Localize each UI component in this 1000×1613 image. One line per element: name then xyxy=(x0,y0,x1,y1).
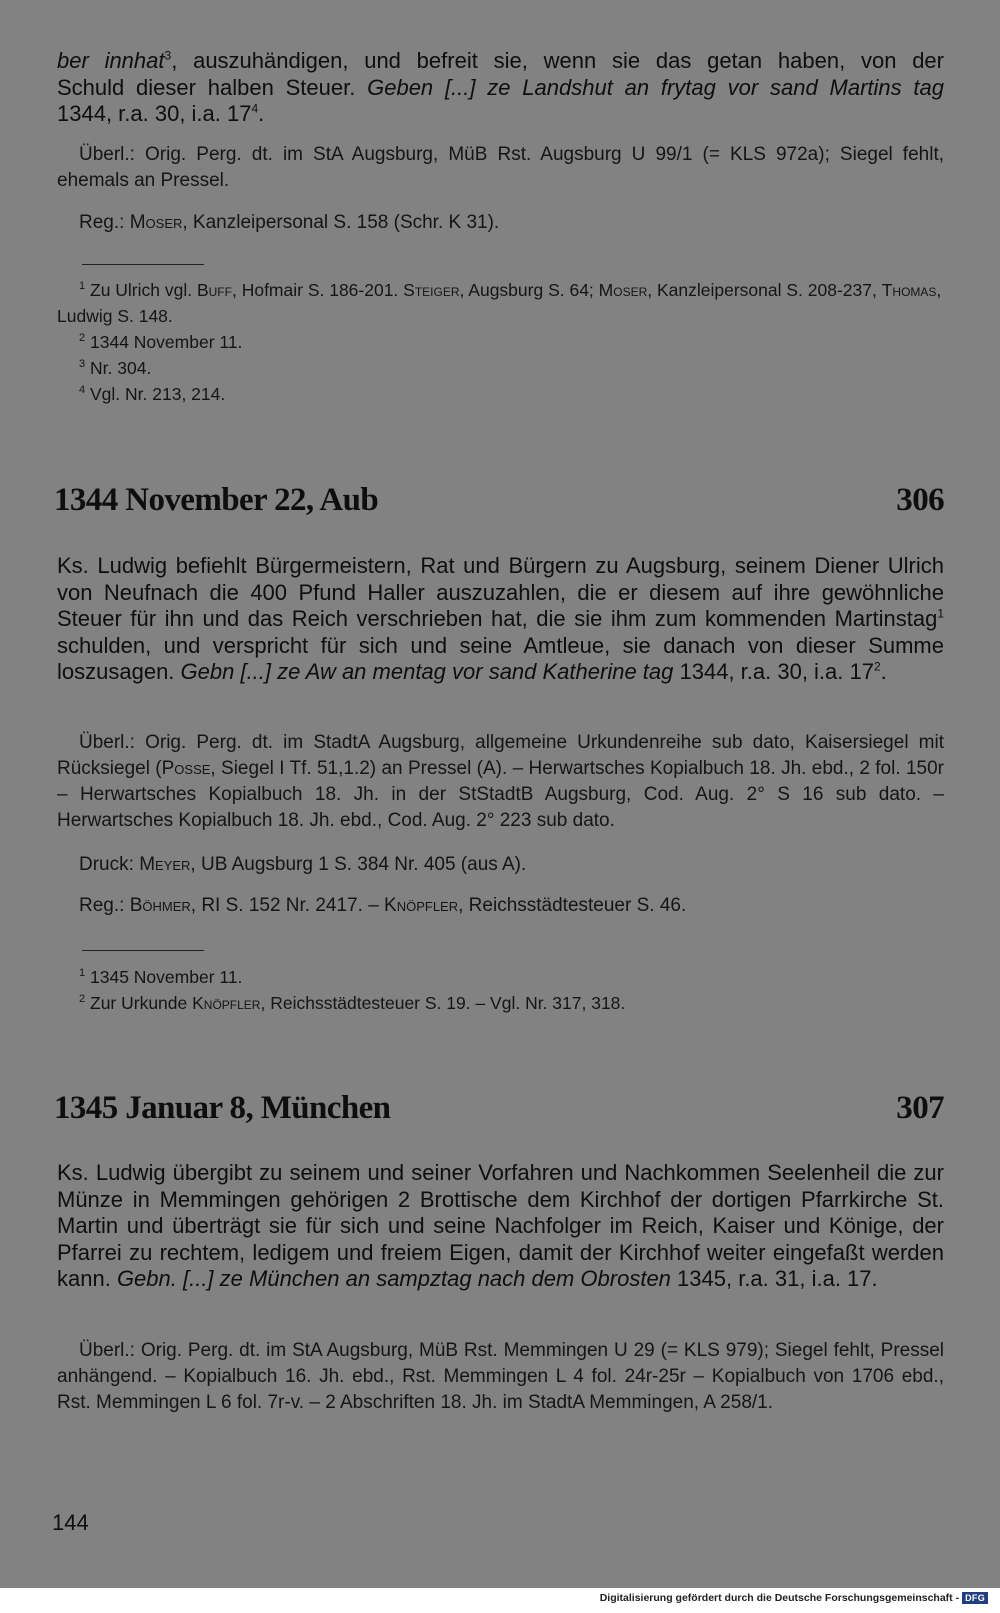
footnote-number: 3 xyxy=(79,358,86,371)
text-fragment: Zu Ulrich vgl. xyxy=(90,280,197,300)
text-fragment: , Kanzleipersonal S. 208-237, xyxy=(647,280,882,300)
footnote-number: 2 xyxy=(79,332,86,345)
author-name: Thomas xyxy=(881,280,937,300)
text-fragment: Zur Urkunde xyxy=(90,993,193,1013)
footnote-ref: 1 xyxy=(937,606,944,621)
entry-306-ueberlieferung xyxy=(57,730,944,834)
text-fragment: , Kanzleipersonal S. 158 (Schr. K 31). xyxy=(182,212,500,233)
text-fragment: ber innhat xyxy=(57,48,165,73)
footnote-text: Nr. 304. xyxy=(90,358,152,378)
footnote-text: 1344 November 11. xyxy=(90,332,243,352)
author-name: Knöpfler xyxy=(384,895,459,916)
footnote-text: 1345 November 11. xyxy=(90,967,243,987)
text-fragment: schulden, und verspricht für sich und seine Amtleue, sie danach von dieser Summe loszusagen. xyxy=(57,632,944,684)
footnote-ref: 4 xyxy=(251,101,259,116)
ueberlieferung-block xyxy=(57,142,944,194)
entry-heading-306 xyxy=(54,482,944,519)
footnote-item xyxy=(57,990,944,1016)
text-fragment: . xyxy=(258,101,265,126)
regest-block xyxy=(57,210,944,236)
text-fragment: , RI S. 152 Nr. 2417. – xyxy=(190,895,385,916)
page-number: 144 xyxy=(52,1510,89,1535)
text-fragment: Ks. Ludwig befiehlt Bürgermeistern, Rat und Bürgern zu Augsburg, seinem Diener Ulrich von Neufnach die 400 Pfund Haller auszuzahlen, die er diesem auf ihre gewöhnliche Steuer für ihn und das Reich verschrieben hat, die sie ihm zum kommenden Martinstag xyxy=(57,553,944,631)
footnote-ref: 2 xyxy=(873,659,881,674)
text-fragment: , Hofmair S. 186-201. xyxy=(231,280,404,300)
ueberlieferung-text: Überl.: Orig. Perg. dt. im StA Augsburg, MüB Rst. Memmingen U 29 (= KLS 979); Siegel fehlt, Pressel anhängend. – Kopialbuch 16. Jh. ebd., Rst. Memmingen L 4 fol. 24r-25r – Kopialbuch von 1706 ebd., Rst. Memmingen L 6 fol. 7r-v. – 2 Abschriften 18. Jh. im StadtA Memmingen, A 258/1. xyxy=(57,1340,944,1413)
footnote-number: 4 xyxy=(79,384,86,397)
footnote-divider xyxy=(82,264,204,265)
text-fragment: , UB Augsburg 1 S. 384 Nr. 405 (aus A). xyxy=(190,854,527,875)
entry-307-body xyxy=(57,1160,944,1293)
text-fragment: Reg.: xyxy=(79,212,130,233)
text-fragment: , Ludwig S. 148. xyxy=(57,280,942,326)
credit-text: Digitalisierung gefördert durch die Deutsche Forschungsgemeinschaft - xyxy=(599,1592,960,1604)
author-name: Knöpfler xyxy=(192,993,261,1013)
footnote-item xyxy=(57,277,944,329)
footnote-text: Vgl. Nr. 213, 214. xyxy=(90,384,226,404)
digitization-credit xyxy=(600,1592,988,1604)
footnote-number: 1 xyxy=(79,280,86,293)
footnotes-top xyxy=(57,277,944,407)
entry-number: 306 xyxy=(896,482,944,518)
entry-306-druck xyxy=(57,852,944,878)
text-fragment: , Augsburg S. 64; xyxy=(459,280,599,300)
footnote-ref: 3 xyxy=(164,48,172,63)
text-fragment: , Siegel I Tf. 51,1.2) an Pressel (A). – Herwartsches Kopialbuch 18. Jh. ebd., 2 fol. 150r – Herwartsches Kopialbuch 18. Jh. in der StStadtB Augsburg, Cod. Aug. 2° S 16 sub dato. – Herwartsches Kopialbuch 18. Jh. ebd., Cod. Aug. 2° 223 sub dato. xyxy=(57,758,944,831)
entry-306-regest xyxy=(57,893,944,919)
entry-306-body xyxy=(57,553,944,686)
footnote-item xyxy=(57,355,944,381)
author-name: Moser xyxy=(598,280,648,300)
entry-number: 307 xyxy=(896,1090,944,1126)
footnote-item xyxy=(57,329,944,355)
text-fragment: Schuld dieser halben Steuer. xyxy=(57,74,368,100)
footnote-item xyxy=(57,381,944,407)
text-fragment: , Reichsstädtesteuer S. 19. – Vgl. Nr. 317, 318. xyxy=(260,993,626,1013)
date-clause: Gebn. [...] ze München an sampztag nach dem Obrosten xyxy=(116,1266,671,1291)
entry-date-place: 1344 November 22, Aub xyxy=(54,482,379,518)
footnote-number: 2 xyxy=(79,993,86,1006)
author-name: Posse xyxy=(161,758,211,779)
date-clause: Gebn [...] ze Aw an mentag vor sand Katherine tag xyxy=(180,659,674,684)
author-name: Moser xyxy=(129,212,183,233)
continued-text xyxy=(57,48,944,128)
date-clause: Geben [...] ze Landshut an frytag vor sand Martins tag xyxy=(367,74,944,100)
author-name: Buff xyxy=(196,280,232,300)
text-fragment: 1345, r.a. 31, i.a. 17. xyxy=(670,1266,878,1291)
text-fragment: , auszuhändigen, und befreit sie, wenn sie das getan haben, von der xyxy=(171,48,944,73)
text-fragment: . xyxy=(880,659,887,684)
text-fragment: Reg.: xyxy=(79,895,130,916)
footnotes-306 xyxy=(57,964,944,1016)
author-name: Böhmer xyxy=(129,895,191,916)
text-fragment: , Reichsstädtesteuer S. 46. xyxy=(458,895,687,916)
text-fragment: 1344, r.a. 30, i.a. 17 xyxy=(57,101,252,126)
text-fragment: 1344, r.a. 30, i.a. 17 xyxy=(673,659,874,684)
footnote-item xyxy=(57,964,944,990)
entry-307-ueberlieferung xyxy=(57,1338,944,1416)
ueberlieferung-text: Überl.: Orig. Perg. dt. im StA Augsburg, MüB Rst. Augsburg U 99/1 (= KLS 972a); Siegel fehlt, ehemals an Pressel. xyxy=(57,144,944,191)
author-name: Steiger xyxy=(403,280,460,300)
text-fragment: Überl.: Orig. Perg. dt. im StadtA Augsburg, allgemeine Urkundenreihe sub dato, Kaisersiegel mit Rücksiegel ( xyxy=(57,732,944,779)
footnote-divider xyxy=(82,950,204,951)
footnote-number: 1 xyxy=(79,967,86,980)
entry-date-place: 1345 Januar 8, München xyxy=(54,1090,391,1126)
text-fragment: Druck: xyxy=(79,854,140,875)
text-fragment: Ks. Ludwig übergibt zu seinem und seiner Vorfahren und Nachkommen Seelenheil die zur Münze in Memmingen gehörigen 2 Brottische dem Kirchhof der dortigen Pfarrkirche St. Martin und überträgt sie für sich und seine Nachfolger im Reich, Kaiser und Könige, der Pfarrei zu rechtem, ledigem und freiem Eigen, damit der Kirchhof weiter eingefaßt werden kann. xyxy=(57,1160,944,1291)
entry-heading-307 xyxy=(54,1090,944,1127)
author-name: Meyer xyxy=(139,854,191,875)
dfg-logo: DFG xyxy=(962,1592,988,1604)
